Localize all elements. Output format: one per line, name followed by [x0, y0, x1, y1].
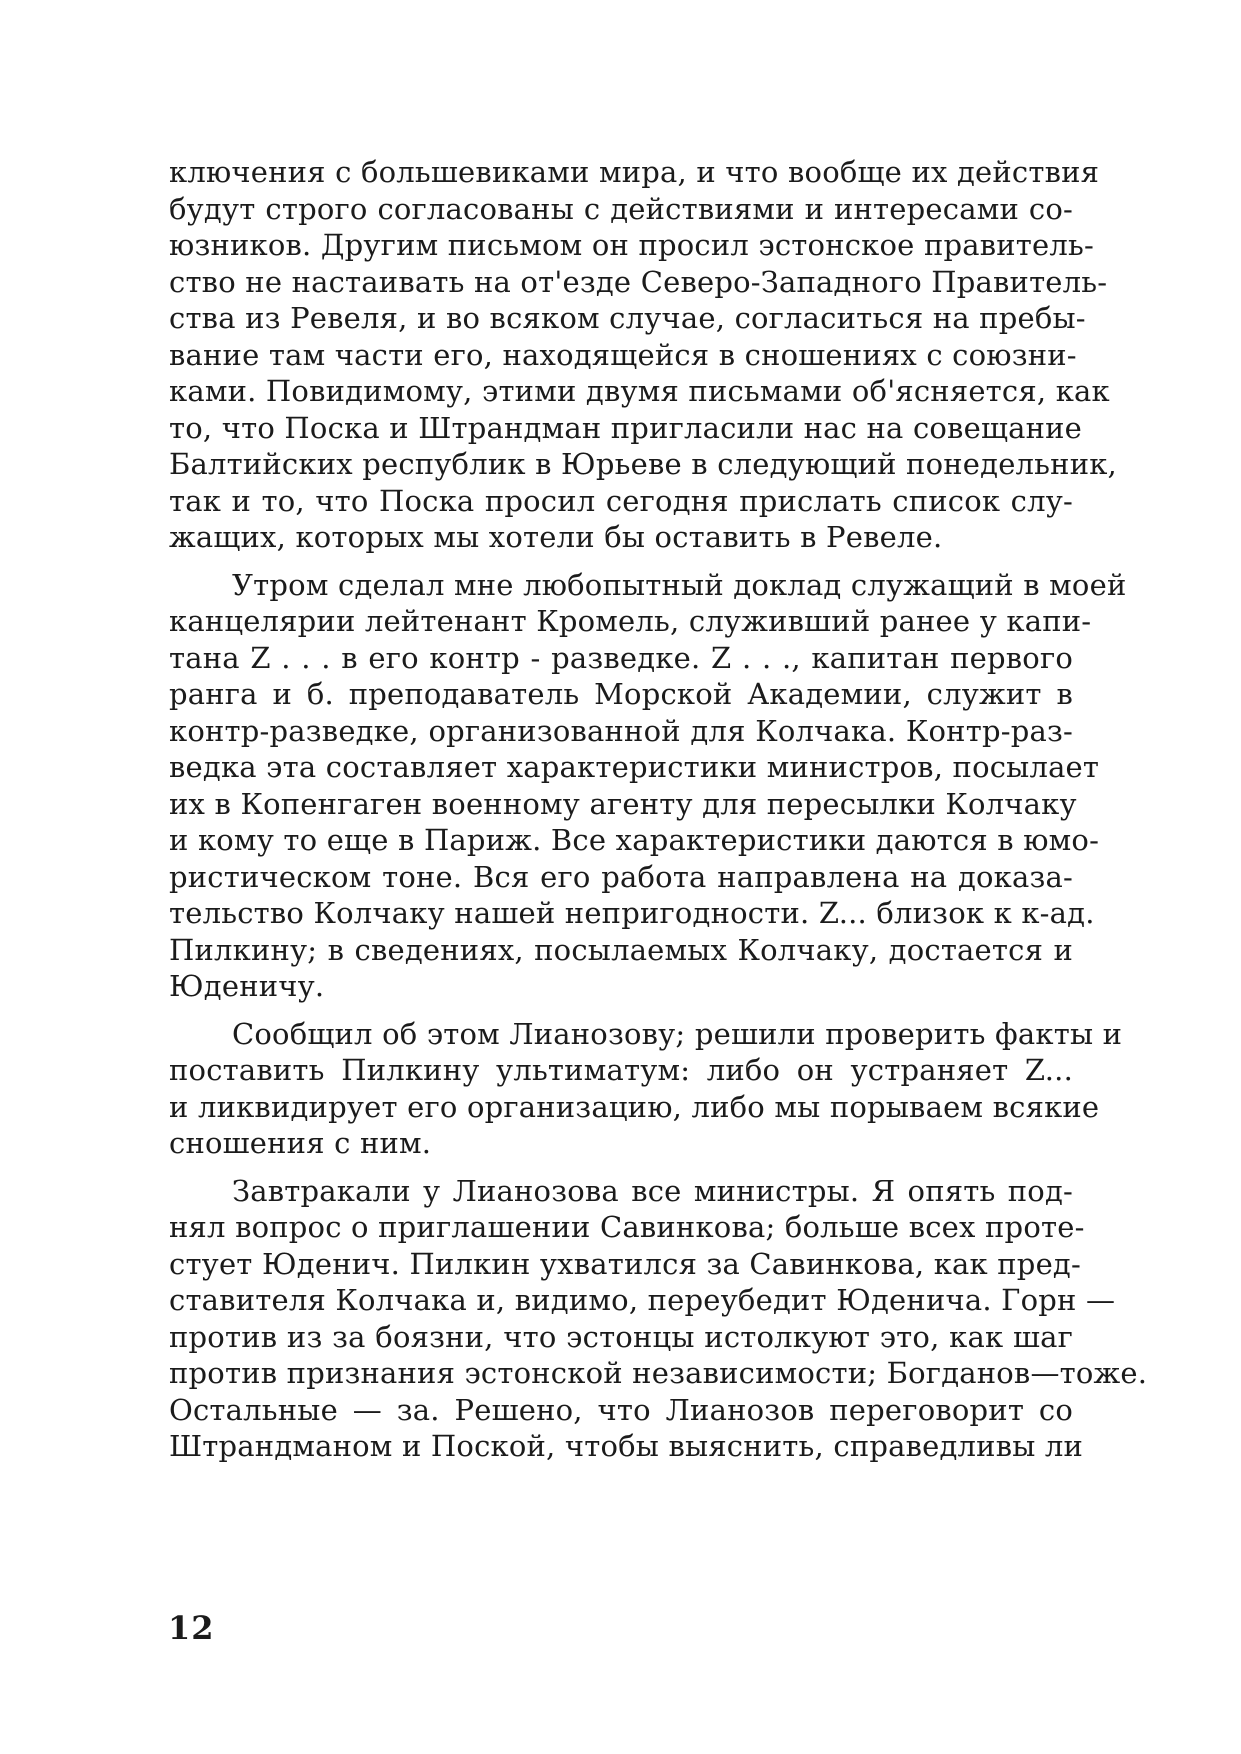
text-line: Штрандманом и Поской, чтобы выяснить, справедливы ли	[169, 1429, 1084, 1463]
paragraph-3	[169, 1016, 1123, 1162]
text-line: сношения с ним.	[169, 1126, 432, 1160]
text-line: Пилкину; в сведениях, посылаемых Колчаку, достается и	[169, 932, 1073, 967]
text-line: ристическом тоне. Вся его работа направлена на доказа-	[169, 859, 1073, 894]
text-line: и кому то еще в Париж. Все характеристики даются в юмо-	[169, 823, 1100, 857]
text-line: тана Z . . . в его контр - разведке. Z . . ., капитан первого	[169, 640, 1073, 675]
text-line: контр-разведке, организованной для Колчака. Контр-раз-	[169, 713, 1073, 748]
body-text	[169, 154, 1148, 1465]
paragraph-2	[169, 567, 1127, 1005]
text-line: Юденичу.	[169, 969, 325, 1003]
paragraph-4	[169, 1173, 1148, 1465]
text-line: канцелярии лейтенант Кромель, служивший ранее у капи-	[169, 604, 1092, 638]
text-line: стует Юденич. Пилкин ухватился за Савинкова, как пред-	[169, 1246, 1081, 1281]
text-line: Завтракали у Лианозова все министры. Я опять под-	[232, 1173, 1073, 1208]
text-line: жащих, которых мы хотели бы оставить в Ревеле.	[169, 520, 943, 554]
text-line: Сообщил об этом Лианозову; решили проверить факты и	[232, 1016, 1123, 1051]
text-line: и ликвидирует его организацию, либо мы порываем всякие	[169, 1089, 1100, 1124]
text-line: то, что Поска и Штрандман пригласили нас на совещание	[169, 410, 1083, 445]
text-line: ключения с большевиками мира, и что вообще их действия	[169, 155, 1100, 189]
text-line: тельство Колчаку нашей непригодности. Z... близок к к-ад.	[169, 896, 1095, 930]
text-line: ведка эта составляет характеристики министров, посылает	[169, 750, 1100, 784]
text-line: Остальные — за. Решено, что Лианозов переговорит со	[169, 1392, 1073, 1427]
text-line: ставителя Колчака и, видимо, переубедит Юденича. Горн —	[169, 1283, 1116, 1317]
text-line: нял вопрос о приглашении Савинкова; больше всех проте-	[169, 1210, 1085, 1244]
text-line: против из за боязни, что эстонцы истолкуют это, как шаг	[169, 1319, 1073, 1354]
text-line: ками. Повидимому, этими двумя письмами об'ясняется, как	[169, 374, 1110, 408]
text-line: вание там части его, находящейся в сношениях с союзни-	[169, 337, 1077, 372]
text-line: Утром сделал мне любопытный доклад служащий в моей	[232, 567, 1127, 602]
paragraph-1	[169, 154, 1117, 556]
text-line: ства из Ревеля, и во всяком случае, согласиться на пребы-	[169, 301, 1086, 335]
text-line: ство не настаивать на от'езде Северо-Западного Правитель-	[169, 264, 1108, 299]
text-line: ранга и б. преподаватель Морской Академии, служит в	[169, 677, 1073, 711]
text-line: будут строго согласованы с действиями и интересами со-	[169, 191, 1073, 226]
text-line: их в Копенгаген военному агенту для пересылки Колчаку	[169, 786, 1077, 821]
text-line: юзников. Другим письмом он просил эстонское правитель-	[169, 228, 1094, 262]
text-line: Балтийских республик в Юрьеве в следующий понедельник,	[169, 447, 1117, 481]
page-number: 12	[168, 1609, 215, 1647]
text-line: против признания эстонской независимости; Богданов—тоже.	[169, 1356, 1148, 1390]
text-line: так и то, что Поска просил сегодня прислать список слу-	[169, 483, 1073, 518]
text-line: поставить Пилкину ультиматум: либо он устраняет Z...	[169, 1053, 1073, 1087]
